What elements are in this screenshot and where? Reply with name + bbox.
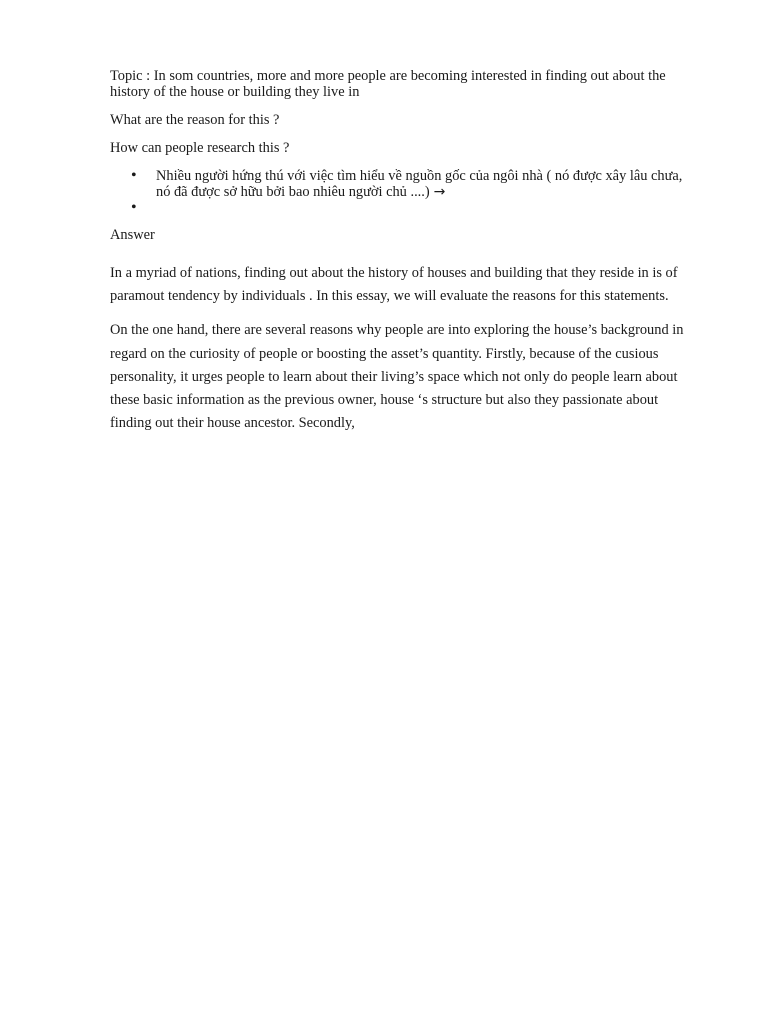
bullet-list <box>110 168 700 216</box>
list-item <box>110 168 700 200</box>
list-item <box>110 200 700 216</box>
topic-line: Topic : In som countries, more and more people are becoming interested in finding out about the history of the house or building they live in <box>110 68 666 100</box>
bullet-text: Nhiều người hứng thú với việc tìm hiểu về nguồn gốc của ngôi nhà ( nó được xây lâu chưa, nó đã được sở hữu bởi bao nhiêu người chủ ....) <box>156 168 683 200</box>
question-research: How can people research this ? <box>110 140 290 156</box>
bullet-icon: • <box>131 167 137 184</box>
right-arrow-icon: → <box>433 184 446 200</box>
paragraph-body: On the one hand, there are several reasons why people are into exploring the house’s background in regard on the curiosity of people or boosting the asset’s quantity. Firstly, because of the cusious personality, it urges people to learn about their living’s space which not only do people learn about these basic information as the previous owner, house ‘s structure but also they passionate about finding out their house ancestor. Secondly, <box>110 322 684 432</box>
bullet-icon: • <box>131 199 137 216</box>
paragraph-intro: In a myriad of nations, finding out about the history of houses and building that they reside in is of paramout tendency by individuals . In this essay, we will evaluate the reasons for this statements. <box>110 265 678 305</box>
question-reason: What are the reason for this ? <box>110 112 280 128</box>
answer-heading: Answer <box>110 227 155 243</box>
document-body[interactable] <box>110 68 700 446</box>
